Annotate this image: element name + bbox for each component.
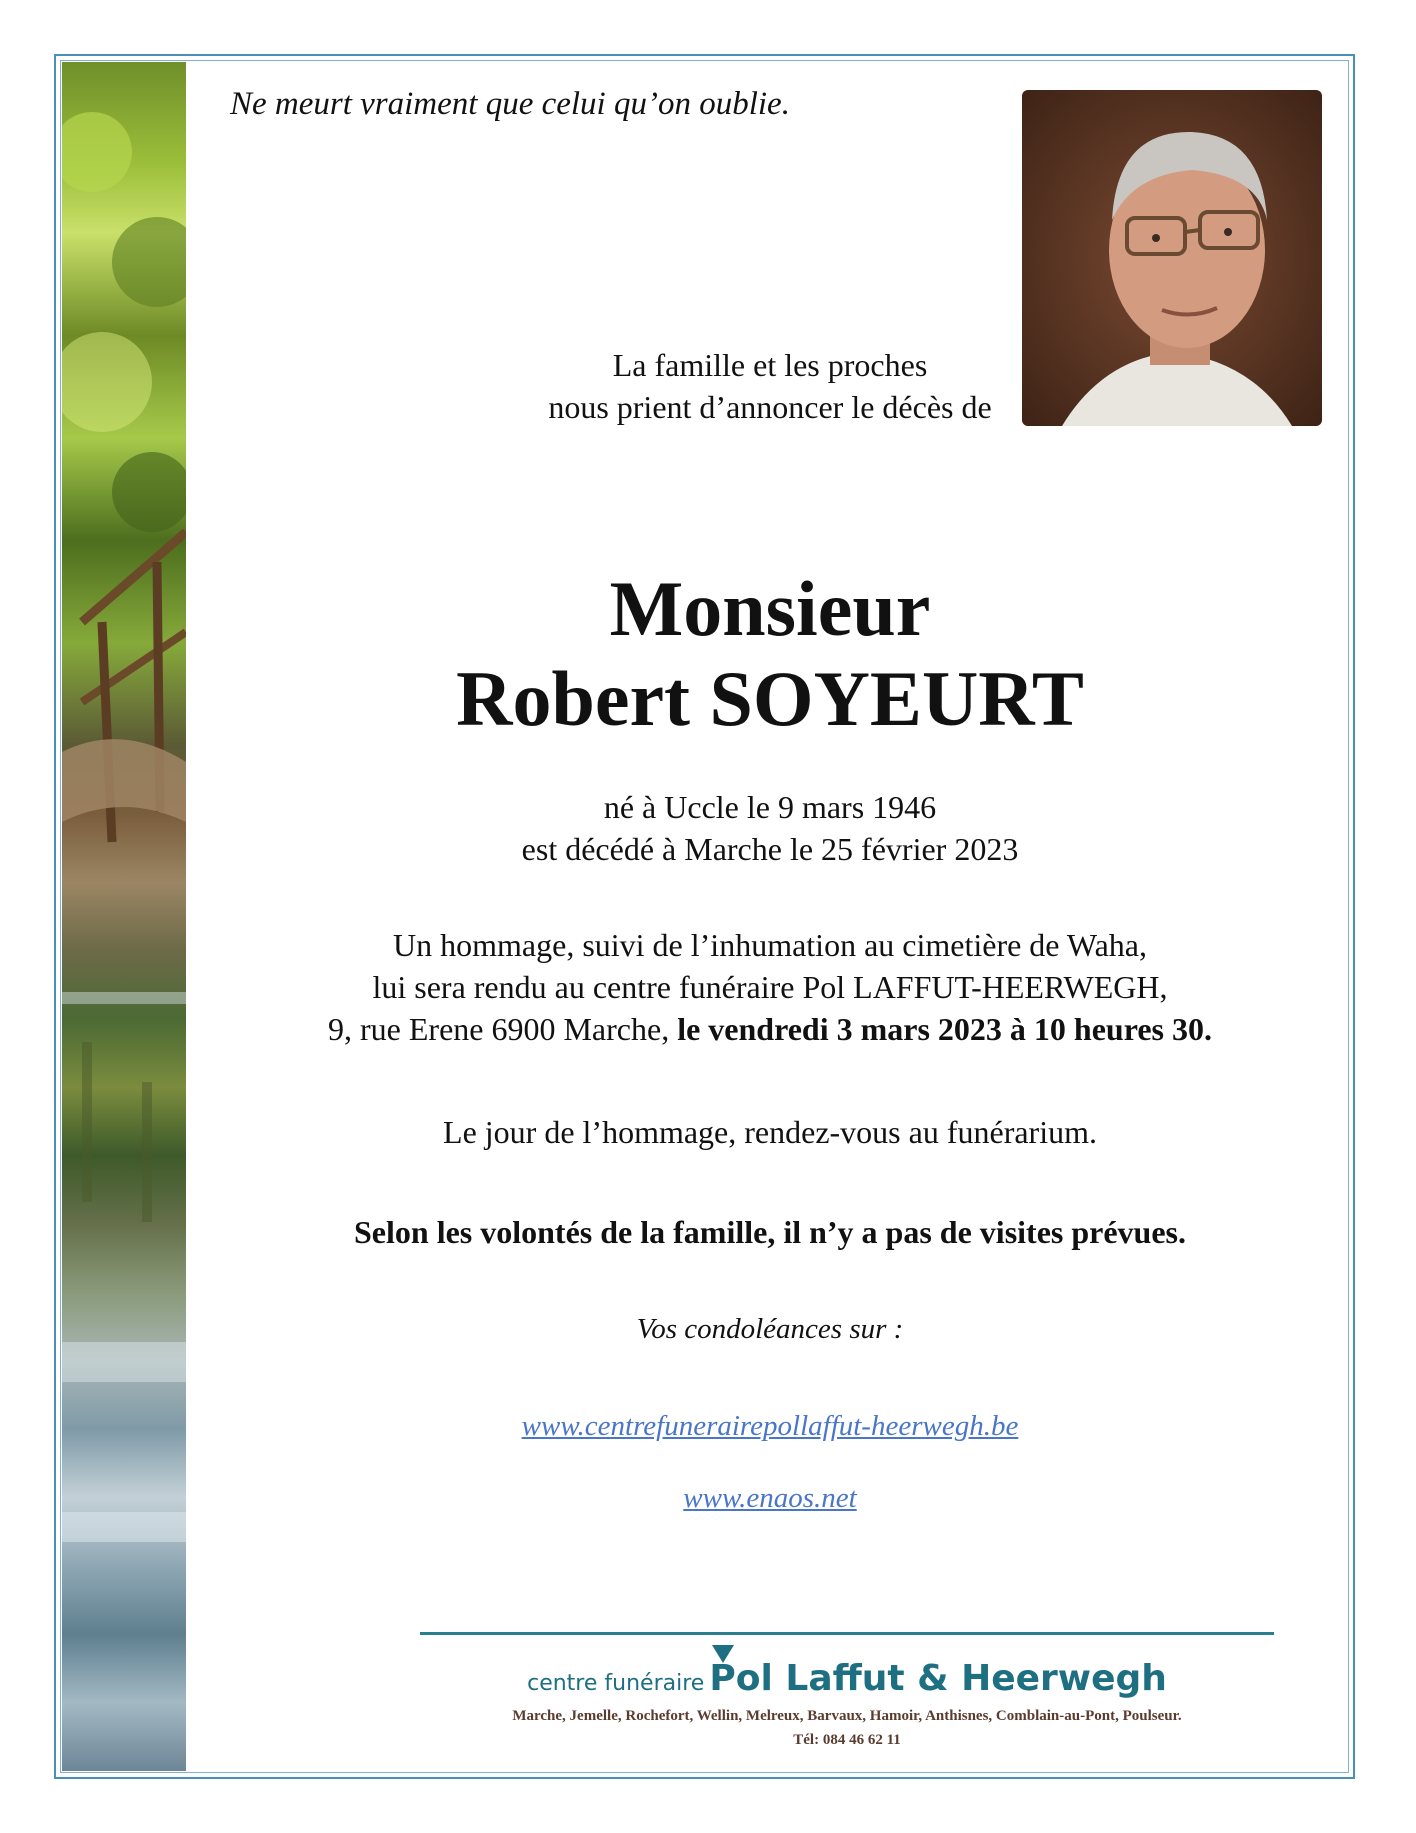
ceremony-line-3 — [190, 1008, 1350, 1050]
enaos-link[interactable]: www.enaos.net — [683, 1482, 857, 1514]
intro-text — [190, 344, 1350, 428]
deceased-name-block — [190, 564, 1350, 744]
footer-divider — [420, 1632, 1274, 1635]
ceremony-block — [190, 924, 1350, 1050]
condolences-label: Vos condoléances sur : — [636, 1313, 904, 1345]
rendezvous-text: Le jour de l’hommage, rendez-vous au funérarium. — [443, 1114, 1097, 1150]
intro-line-1: La famille et les proches — [612, 347, 928, 383]
dates-block — [190, 786, 1350, 870]
ceremony-line-1: Un hommage, suivi de l’inhumation au cimetière de Waha, — [393, 927, 1147, 963]
ceremony-address: 9, rue Erene 6900 Marche, — [328, 1011, 678, 1047]
branch-towns: Marche, Jemelle, Rochefort, Wellin, Melreux, Barvaux, Hamoir, Anthisnes, Comblain-au-Pont, Poulseur. — [512, 1708, 1182, 1724]
brand-name: Pol Laffut & Heerwegh — [709, 1658, 1167, 1699]
ceremony-datetime: le vendredi 3 mars 2023 à 10 heures 30. — [677, 1011, 1212, 1047]
epitaph-quote: Ne meurt vraiment que celui qu’on oublie. — [230, 86, 790, 122]
deceased-name: Robert SOYEURT — [456, 655, 1084, 742]
funeral-home-link[interactable]: www.centrefunerairepollaffut-heerwegh.be — [521, 1410, 1019, 1442]
brand-small-text: centre funéraire — [527, 1671, 705, 1696]
deceased-title: Monsieur — [609, 565, 931, 652]
funeral-home-link-row — [190, 1410, 1350, 1443]
birth-line: né à Uccle le 9 mars 1946 — [603, 789, 937, 825]
ceremony-line-2: lui sera rendu au centre funéraire Pol LAFFUT-HEERWEGH, — [372, 969, 1168, 1005]
side-landscape-photo — [62, 62, 186, 1771]
phone-number: Tél: 084 46 62 11 — [793, 1732, 901, 1748]
death-line: est décédé à Marche le 25 février 2023 — [521, 831, 1019, 867]
enaos-link-row — [190, 1482, 1350, 1515]
intro-line-2: nous prient d’annoncer le décès de — [548, 389, 992, 425]
funeral-home-logo — [420, 1658, 1274, 1699]
visits-notice: Selon les volontés de la famille, il n’y a pas de visites prévues. — [354, 1214, 1186, 1250]
